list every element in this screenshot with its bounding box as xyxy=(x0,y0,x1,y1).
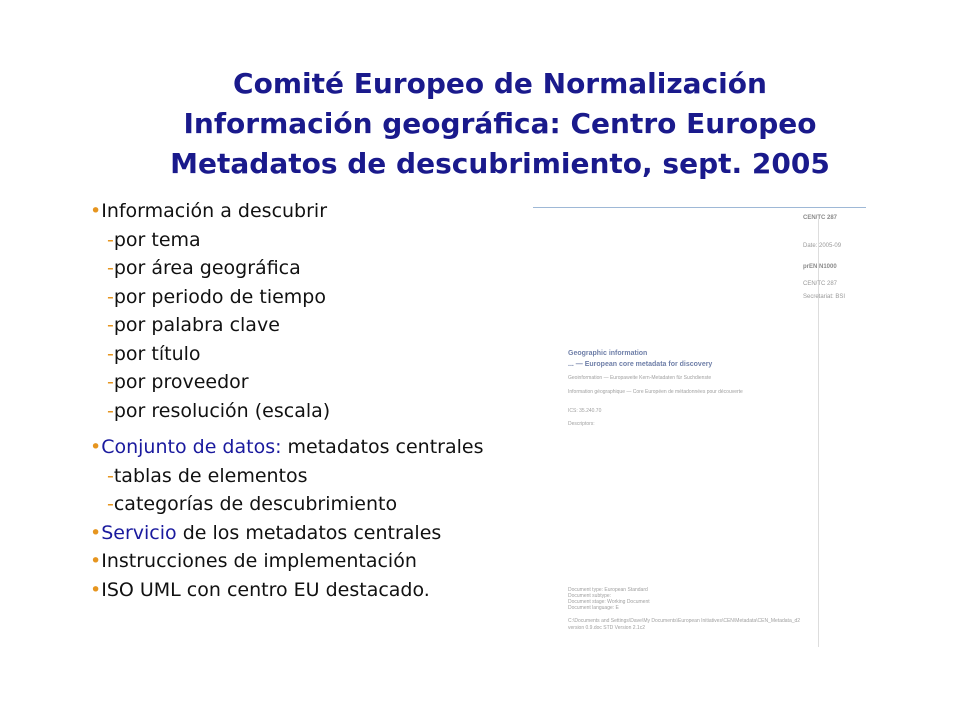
doc-heading-1: Geographic information xyxy=(568,350,648,357)
sub-item-palabra xyxy=(90,311,540,340)
doc-french-title: Information géographique — Core Européen de métadonnées pour découverte xyxy=(568,389,743,395)
bullet-iso-label: ISO UML con centro EU destacado. xyxy=(101,578,430,601)
title-line-3: Metadatos de descubrimiento, sept. 2005 xyxy=(170,147,830,180)
sub-item-proveedor xyxy=(90,368,540,397)
dash-marker: - xyxy=(107,257,114,279)
doc-path: C:\Documents and Settings\Dave\My Documents\European Initiatives\CEN\Metadata\CEN_Metadata_d2 xyxy=(568,618,801,624)
bullet-marker: • xyxy=(90,436,102,458)
bullet-marker: • xyxy=(90,550,102,572)
dash-marker: - xyxy=(107,285,114,308)
dash-marker: - xyxy=(107,342,114,365)
sub-item-label: por tema xyxy=(113,228,201,251)
bullet-service xyxy=(90,519,540,548)
sub-item-categorias xyxy=(90,490,540,519)
bullet-dataset-highlight: Conjunto de datos: xyxy=(101,436,282,458)
bullet-marker: • xyxy=(90,521,102,544)
dash-marker: - xyxy=(107,371,114,393)
sub-item-label: tablas de elementos xyxy=(113,464,308,487)
bullet-marker: • xyxy=(90,200,102,222)
sub-item-periodo xyxy=(90,283,540,312)
sub-item-label: por área geográfica xyxy=(113,257,301,279)
bullet-marker: • xyxy=(90,578,102,601)
bullet-dataset-rest: metadatos centrales xyxy=(281,436,484,458)
sub-item-label: por título xyxy=(113,342,201,365)
dash-marker: - xyxy=(107,228,114,251)
sub-item-area xyxy=(90,254,540,283)
dash-marker: - xyxy=(107,399,114,422)
slide-title xyxy=(0,64,960,184)
bullet-dataset xyxy=(90,433,540,462)
dash-marker: - xyxy=(107,493,114,515)
doc-german-title: Geoinformation — Europaweite Kern-Metadaten für Suchdienste xyxy=(568,375,712,381)
bullet-service-rest: de los metadatos centrales xyxy=(176,521,442,544)
sub-item-label: por proveedor xyxy=(113,371,249,393)
sub-item-titulo xyxy=(90,340,540,369)
dash-marker: - xyxy=(107,314,114,336)
doc-subtype: Document subtype: xyxy=(568,593,612,599)
bullet-iso xyxy=(90,576,540,605)
doc-heading-2: ... — European core metadata for discovery xyxy=(568,361,713,368)
bullet-instructions-label: Instrucciones de implementación xyxy=(101,550,417,572)
sub-item-tema xyxy=(90,226,540,255)
doc-descriptors: Descriptors: xyxy=(568,421,595,427)
bullet-info xyxy=(90,197,540,226)
sub-item-label: por resolución (escala) xyxy=(113,399,331,422)
bullet-info-label: Información a descubrir xyxy=(101,200,328,222)
title-line-2: Información geográfica: Centro Europeo xyxy=(183,107,817,140)
thumbnail-top-rule xyxy=(533,207,866,208)
spacer xyxy=(90,425,540,433)
doc-version: version 0.9.doc STD Version 2.1c2 xyxy=(568,625,645,631)
doc-secretariat: Secretariat: BSI xyxy=(803,294,846,300)
doc-stage: Document stage: Working Document xyxy=(568,599,650,605)
doc-type: Document type: European Standard xyxy=(568,587,648,593)
sub-item-label: categorías de descubrimiento xyxy=(113,493,398,515)
bullet-service-highlight: Servicio xyxy=(101,521,177,544)
document-thumbnail xyxy=(533,207,868,647)
doc-committee: CEN/TC 287 xyxy=(803,281,838,287)
sub-item-label: por periodo de tiempo xyxy=(113,285,326,308)
doc-pren: prEN N1000 xyxy=(803,264,837,270)
bullet-instructions xyxy=(90,547,540,576)
doc-ref-code: CEN/TC 287 xyxy=(803,215,838,221)
bullet-list xyxy=(90,197,540,604)
doc-language: Document language: E xyxy=(568,605,619,611)
sub-item-tablas xyxy=(90,462,540,491)
doc-date: Date: 2005-09 xyxy=(803,243,842,249)
sub-item-resolucion xyxy=(90,397,540,426)
doc-ics: ICS: 35.240.70 xyxy=(568,408,602,414)
sub-item-label: por palabra clave xyxy=(113,314,280,336)
title-line-1: Comité Europeo de Normalización xyxy=(233,67,767,100)
dash-marker: - xyxy=(107,464,114,487)
